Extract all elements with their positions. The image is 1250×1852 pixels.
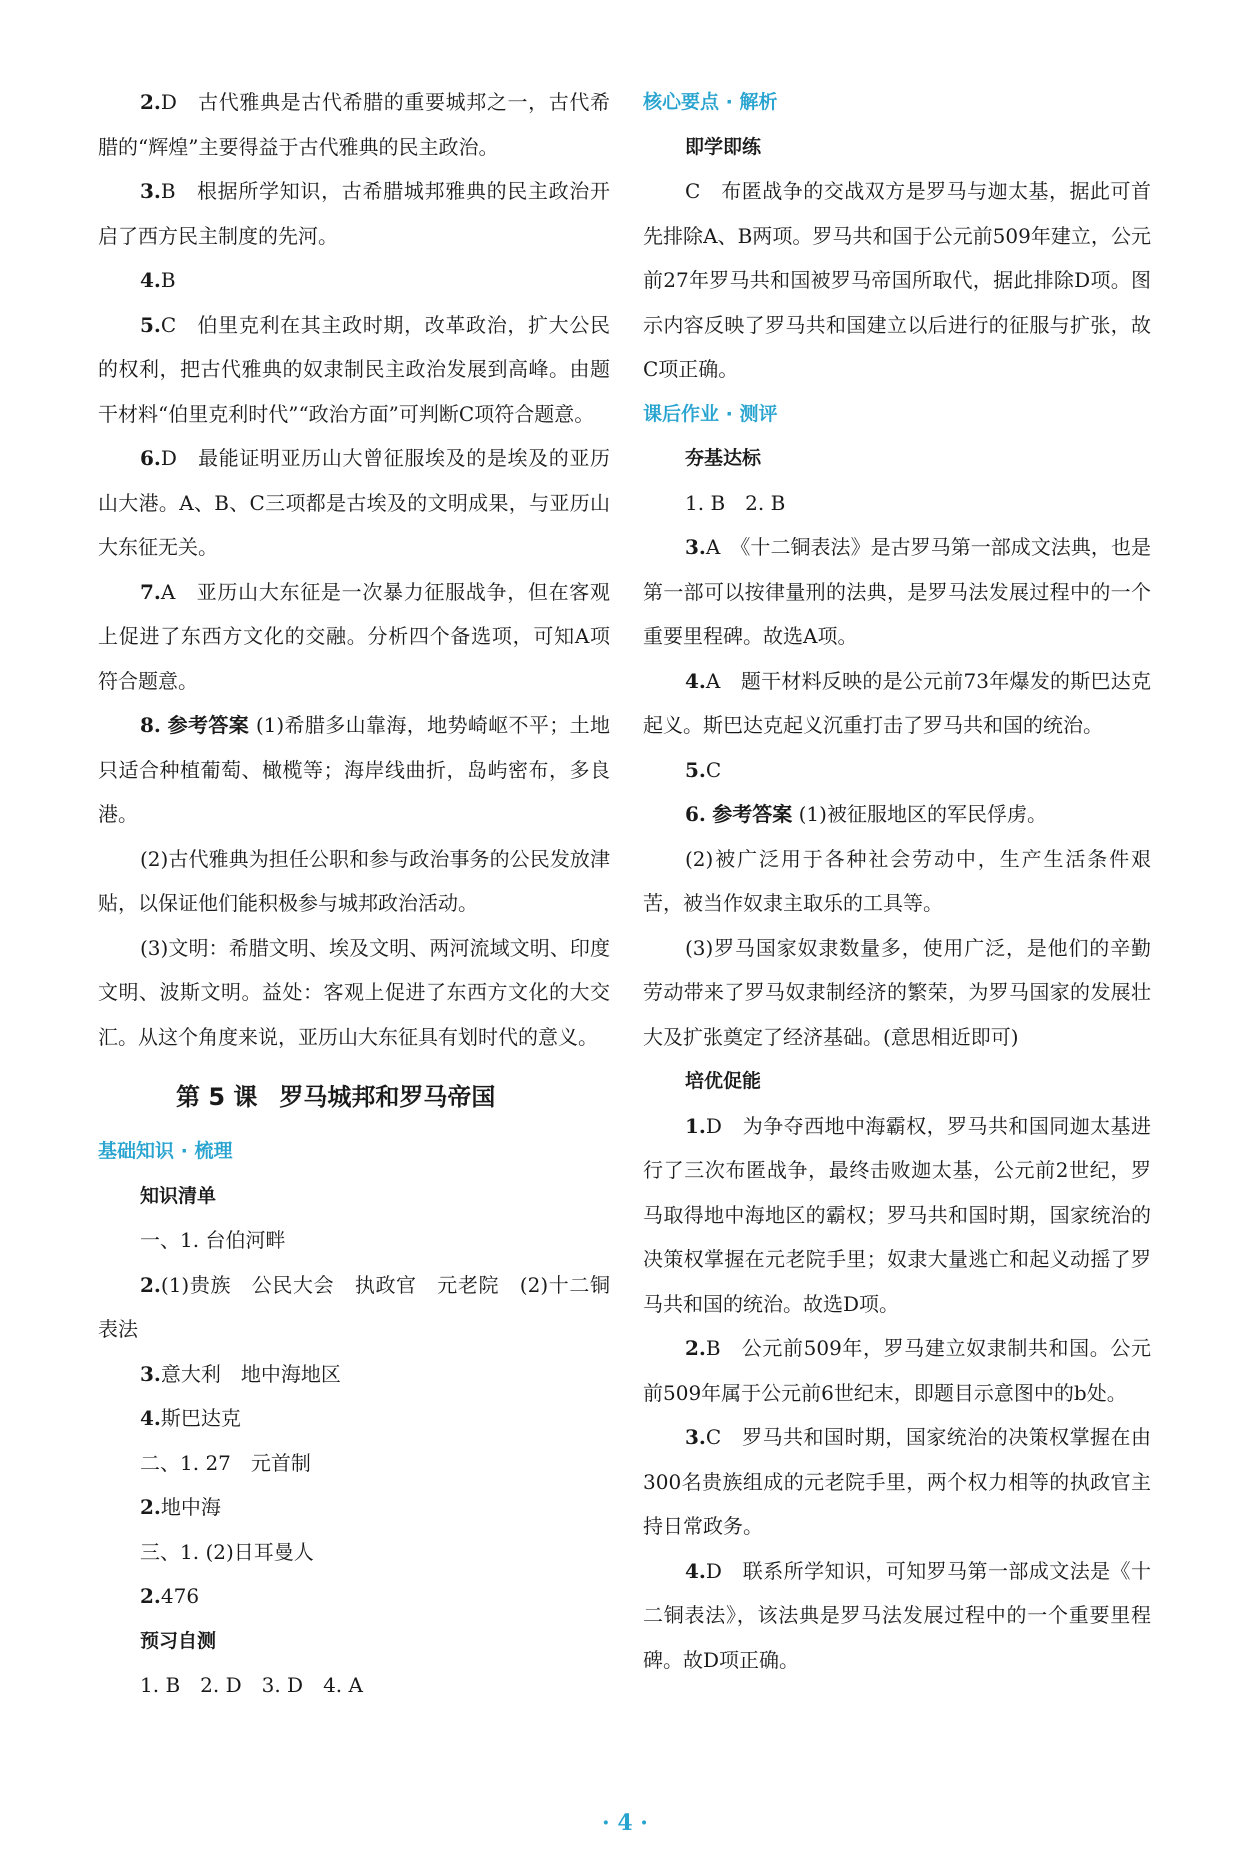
improve-answer-2: 2.B 公元前509年，罗马建立奴隶制共和国。公元前509年属于公元前6世纪末，即题目示意图中的b处。 — [643, 1336, 1151, 1405]
improve-answer-3: 3.C 罗马共和国时期，国家统治的决策权掌握在由300名贵族组成的元老院手里，两个权力相等的执政官主持日常政务。 — [643, 1425, 1151, 1538]
improve-answer-4: 4.D 联系所学知识，可知罗马第一部成文法是《十二铜表法》，该法典是罗马法发展过程中的一个重要里程碑。故D项正确。 — [643, 1558, 1151, 1672]
preview-answers: 1. B 2. D 3. D 4. A — [140, 1673, 363, 1697]
answer-3: 3.B 根据所学知识，古希腊城邦雅典的民主政治开启了西方民主制度的先河。 — [98, 179, 610, 248]
foundation-answers-1-2: 1. B 2. B — [685, 490, 786, 515]
right-column — [643, 80, 1151, 1682]
page-number: · 4 · — [602, 1810, 648, 1836]
answer-8-part3: (3)文明：希腊文明、埃及文明、两河流域文明、印度文明、波斯文明。益处：客观上促进了东西方文化的大交汇。从这个角度来说，亚历山大东征具有划时代的意义。 — [98, 935, 610, 1049]
answer-8: 8. 参考答案 (1)希腊多山靠海，地势崎岖不平；土地只适合种植葡萄、橄榄等；海岸线曲折，岛屿密布，多良港。 — [98, 713, 611, 826]
knowledge-1: 一、1. 台伯河畔 — [140, 1228, 286, 1252]
answer-2: 2.D 古代雅典是古代希腊的重要城邦之一，古代希腊的“辉煌”主要得益于古代雅典的民主政治。 — [98, 90, 610, 159]
foundation-answer-3: 3.A 《十二铜表法》是古罗马第一部成文法典，也是第一部可以按律量刑的法典，是罗马法发展过程中的一个重要里程碑。故选A项。 — [643, 535, 1151, 648]
learn-answer: C 布匿战争的交战双方是罗马与迦太基，据此可首先排除A、B两项。罗马共和国于公元前509年建立，公元前27年罗马共和国被罗马帝国所取代，据此排除D项。图示内容反映了罗马共和国建立以后进行的征服与扩张，故C项正确。 — [643, 179, 1151, 381]
foundation-answer-5: 5.C — [685, 757, 722, 782]
answer-6: 6.D 最能证明亚历山大曾征服埃及的是埃及的亚历山大港。A、B、C三项都是古埃及的文明成果，与亚历山大东征无关。 — [98, 446, 610, 559]
section-core-points: 核心要点 · 解析 — [643, 91, 778, 113]
knowledge-5: 二、1. 27 元首制 — [140, 1450, 311, 1475]
answer-8-part2: (2)古代雅典为担任公职和参与政治事务的公民发放津贴，以保证他们能积极参与城邦政治活动。 — [98, 846, 610, 915]
knowledge-3: 3.意大利 地中海地区 — [140, 1361, 341, 1386]
knowledge-8: 2.476 — [140, 1584, 200, 1608]
subheading-preview-test: 预习自测 — [140, 1629, 217, 1652]
knowledge-2: 2.(1)贵族 公民大会 执政官 元老院 (2)十二铜表法 — [98, 1272, 610, 1341]
knowledge-6: 2.地中海 — [140, 1495, 221, 1519]
subheading-learn-practice: 即学即练 — [685, 135, 762, 158]
foundation-answer-6-part3: (3)罗马国家奴隶数量多，使用广泛，是他们的辛勤劳动带来了罗马奴隶制经济的繁荣，为罗马国家的发展壮大及扩张奠定了经济基础。(意思相近即可) — [643, 935, 1151, 1049]
subheading-knowledge-list: 知识清单 — [140, 1184, 217, 1207]
foundation-answer-6: 6. 参考答案 (1)被征服地区的军民俘虏。 — [685, 802, 1047, 826]
lesson-heading — [98, 1067, 610, 1127]
foundation-answer-6-part2: (2)被广泛用于各种社会劳动中，生产生活条件艰苦，被当作奴隶主取乐的工具等。 — [643, 846, 1151, 915]
subheading-improvement: 培优促能 — [685, 1070, 762, 1092]
section-basic-knowledge: 基础知识 · 梳理 — [98, 1140, 233, 1162]
foundation-answer-4: 4.A 题干材料反映的是公元前73年爆发的斯巴达克起义。斯巴达克起义沉重打击了罗马共和国的统治。 — [643, 668, 1151, 737]
improve-answer-1: 1.D 为争夺西地中海霸权，罗马共和国同迦太基进行了三次布匿战争，最终击败迦太基，公元前2世纪，罗马取得地中海地区的霸权；罗马共和国时期，国家统治的决策权掌握在元老院手里；奴隶大量逃亡和起义动摇了罗马共和国的统治。故选D项。 — [643, 1113, 1151, 1316]
knowledge-4: 4.斯巴达克 — [140, 1406, 241, 1430]
answer-7: 7.A 亚历山大东征是一次暴力征服战争，但在客观上促进了东西方文化的交融。分析四个备选项，可知A项符合题意。 — [98, 579, 610, 693]
subheading-foundation: 夯基达标 — [685, 447, 762, 469]
knowledge-7: 三、1. (2)日耳曼人 — [140, 1539, 314, 1564]
lesson-title: 罗马城邦和罗马帝国 — [279, 1083, 496, 1111]
lesson-number: 第 5 课 — [176, 1083, 258, 1111]
left-column — [98, 80, 610, 1708]
answer-5: 5.C 伯里克利在其主政时期，改革政治，扩大公民的权利，把古代雅典的奴隶制民主政治发展到高峰。由题干材料“伯里克利时代”“政治方面”可判断C项符合题意。 — [98, 312, 610, 426]
section-homework: 课后作业 · 测评 — [643, 402, 778, 425]
answer-4: 4.B — [140, 268, 176, 292]
